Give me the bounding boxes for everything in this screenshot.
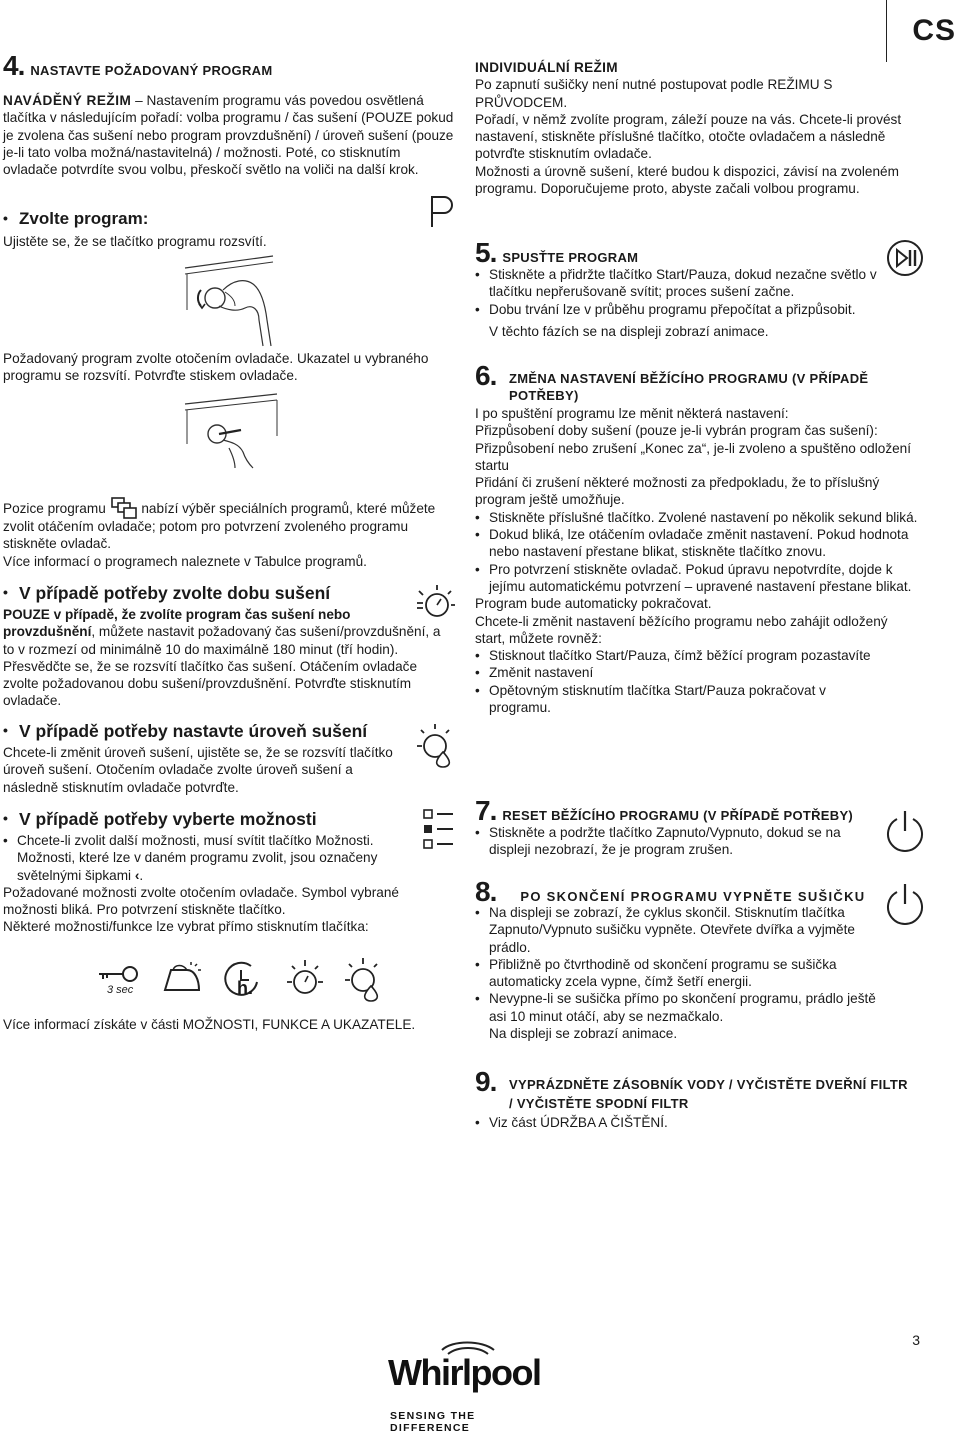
section-7-body — [475, 824, 880, 859]
start-pause-icon — [885, 238, 927, 278]
options-rotate-text: Požadované možnosti zvolte otočením ovladače. Symbol vybrané možnosti bliká. Pro potvrzení stiskněte tlačítko. — [3, 884, 399, 918]
section-9-bullet-1: • Viz část ÚDRŽBA A ČIŠTĚNÍ. — [475, 1114, 895, 1131]
section-6-p5: Program bude automaticky pokračovat. — [475, 596, 712, 612]
section-number: 4. — [3, 50, 25, 81]
dry-level-text: Chcete-li změnit úroveň sušení, ujistěte se, že se rozsvítí tlačítko úroveň sušení. Otočením ovladače zvolte úroveň sušení a následně stisknutím ovladače potvrďte. — [3, 745, 393, 795]
section-6-bullet-2: • Dokud bliká, lze otáčením ovladače změnit nastavení. Pokud hodnota nebo nastavení přestane blikat, stiskněte tlačítko znovu. — [475, 526, 920, 561]
power-off-icon — [885, 882, 925, 928]
options-bullet-text: Chcete-li zvolit další možnosti, musí svítit tlačítko Možnosti. Možnosti, které lze v daném programu zvolit, jsou označeny světelnými šipkami — [17, 833, 378, 883]
section-4-heading — [3, 50, 272, 82]
page-number: 3 — [912, 1332, 920, 1348]
hand-pressing-knob-illustration — [183, 390, 293, 470]
whirlpool-tagline: SENSING THE DIFFERENCE — [390, 1410, 476, 1434]
section-5-body — [475, 266, 880, 340]
options-more-info — [3, 1016, 443, 1033]
options-heading: • V případě potřeby vyberte možnosti — [3, 808, 423, 830]
position-post-text: nabízí výběr speciálních programů, které můžete zvolit otáčením ovladače; potom pro potvrzení zvoleného programu stiskněte ovladač. — [3, 501, 436, 552]
top-divider — [886, 0, 887, 62]
section-6-bullet-3: • Pro potvrzení stiskněte ovladač. Pokud úpravu nepotvrdíte, dojde k jejímu automatickému potvrzení – upravené nastavení přestane blikat. — [475, 561, 920, 596]
section-6-bullet-5: • Změnit nastavení — [475, 664, 920, 681]
ironing-icon — [161, 960, 203, 996]
options-list-icon — [423, 808, 455, 850]
individual-mode-text-1: Po zapnutí sušičky není nutné postupovat podle REŽIMU S PRŮVODCEM. — [475, 77, 833, 110]
section-6-bullet-6: • Opětovným stisknutím tlačítka Start/Pauza pokračovat v programu. — [475, 682, 849, 717]
special-programs-paragraph — [3, 496, 443, 570]
dry-level-option-icon — [343, 956, 385, 1002]
hand-turning-knob-illustration — [183, 250, 293, 350]
dry-time-block — [3, 582, 443, 710]
choose-program-block — [3, 208, 403, 250]
options-reference-text: Více informací získáte v části MOŽNOSTI, FUNKCE A UKAZATELE. — [3, 1017, 416, 1032]
section-number: 5. — [475, 237, 497, 268]
section-5-bullet-2: • Dobu trvání lze v průběhu programu přepočítat a přizpůsobit. — [475, 301, 919, 318]
options-block: • V případě potřeby vyberte možnosti • Chcete-li zvolit další možnosti, musí svítit tlačítko Možnosti. Možnosti, které lze v daném programu zvolit, jsou označeny světelnými šipkami ‹. Požadované možnosti zvolte otočením ovladače. Symbol vybrané možnosti bliká. Pro potvrzení stiskněte tlačítko. Některé možnosti/funkce lze vybrat přímo stisknutím tlačítka: — [3, 808, 423, 936]
section-7-bullet-1: • Stiskněte a podržte tlačítko Zapnuto/Vypnuto, dokud se na displeji nezobrazí, že je program zrušen. — [475, 824, 880, 859]
individual-mode-block — [475, 59, 905, 197]
dry-time-bold: POUZE v případě, že zvolíte program čas sušení nebo provzdušnění — [3, 607, 351, 640]
section-number: 6. — [475, 360, 497, 391]
section-title: RESET BĚŽÍCÍHO PROGRAMU (V PŘÍPADĚ POTŘEBY) — [502, 808, 854, 823]
individual-mode-text-3: Možnosti a úrovně sušení, které budou k dispozici, závisí na zvoleném programu. Doporučujeme proto, abyste začali volbou programu. — [475, 163, 899, 197]
section-7-heading — [475, 795, 853, 827]
section-6-p1: I po spuštění programu lze měnit některá nastavení: — [475, 406, 789, 421]
dry-time-text: , můžete nastavit požadovaný čas sušení/provzdušnění, a to v rozmezí od minimálně 10 do maximálně 180 minut (tří hodin). Přesvědčte se, že se rozsvítí tlačítko čas sušení. Otáčením ovladače zvolte požadovanou dobu sušení/provzdušnění. Potvrďte stisknutím ovladače. — [3, 624, 441, 709]
time-drying-icon — [415, 583, 455, 623]
guided-mode-label: NAVÁDĚNÝ REŽIM — [3, 93, 132, 108]
section-6-p6: Chcete-li změnit nastavení běžícího programu nebo zahájit odložený start, můžete rovněž: — [475, 613, 888, 646]
section-9-heading — [475, 1066, 496, 1098]
chevron-left-icon: ‹ — [134, 867, 140, 883]
dry-time-heading: • V případě potřeby zvolte dobu sušení — [3, 582, 443, 604]
power-icon — [885, 809, 925, 855]
section-6-heading — [475, 360, 496, 392]
section-6-p2: Přizpůsobení doby sušení (pouze je-li vybrán program čas sušení): — [475, 423, 878, 439]
section-6-body — [475, 405, 920, 716]
dry-level-heading: • V případě potřeby nastavte úroveň sušení — [3, 720, 403, 742]
section-5-heading — [475, 237, 638, 269]
individual-mode-text-2: Pořadí, v němž zvolíte program, záleží pouze na vás. Chcete-li provést nastavení, stiskněte příslušné tlačítko, otočte ovladačem a následně potvrďte stisknutím ovladače. — [475, 111, 902, 162]
section-5-note: V těchto fázích se na displeji zobrazí animace. — [489, 323, 769, 339]
section-8-bullet-1: • Na displeji se zobrazí, že cyklus skončil. Stisknutím tlačítka Zapnuto/Vypnuto sušičku vypněte. Otevřete dvířka a vyjměte prádlo. — [475, 904, 859, 956]
section-6-bullet-4: • Stisknout tlačítko Start/Pauza, čímž běžící program pozastavíte — [475, 647, 920, 664]
section-title: SPUSŤTE PROGRAM — [502, 250, 639, 265]
section-6-p4: Přidání či zrušení některé možnosti za předpokladu, že to příslušný program ještě umožňuje. — [475, 475, 880, 508]
guided-mode-text: – Nastavením programu vás povedou osvětlená tlačítka v následujícím pořadí: volba programu / čas sušení (POUZE pokud je zvolena čas sušení nebo program provzdušnění) / úroveň sušení (pouze je-li tato volba možná/nastavitelná) / možnosti. Poté, co stisknutím ovladače potvrdíte svou volbu, přeskočí světlo na voliči na další krok. — [3, 93, 454, 178]
hours-label: h. — [237, 978, 253, 998]
choose-program-heading: • Zvolte program: — [3, 208, 403, 230]
dry-level-icon — [415, 722, 457, 770]
individual-mode-title: INDIVIDUÁLNÍ REŽIM — [475, 60, 618, 75]
section-6-p3: Přizpůsobení nebo zrušení „Konec za“, je-li zvoleno a spuštěno odložení startu — [475, 440, 912, 473]
section-8-bullet-2: • Přibližně po čtvrthodině od skončení programu se sušička automaticky zcela vypne, čímž šetří energii. — [475, 956, 880, 991]
position-pre-text: Pozice programu — [3, 501, 106, 516]
rotate-program-paragraph: Požadovaný program zvolte otočením ovladače. Ukazatel u vybraného programu se rozsvítí. Potvrďte stiskem ovladače. — [3, 351, 429, 384]
guided-mode-paragraph — [3, 92, 455, 178]
dry-level-block — [3, 720, 403, 796]
section-title: PO SKONČENÍ PROGRAMU VYPNĚTE SUŠIČKU — [520, 889, 866, 904]
section-5-bullet-1: • Stiskněte a přidržte tlačítko Start/Pauza, dokud nezačne světlo v tlačítku nepřerušovaně svítit; proces sušení začne. — [475, 266, 880, 301]
language-code: CS — [912, 14, 956, 47]
section-title: NASTAVTE POŽADOVANÝ PROGRAM — [30, 63, 273, 78]
section-8-bullet-3: • Nevypne-li se sušička přímo po skončení programu, prádlo ještě asi 10 minut otáčí, aby se nezmačkalo. — [475, 990, 880, 1025]
special-programs-icon — [110, 496, 138, 518]
program-table-reference: Více informací o programech naleznete v Tabulce programů. — [3, 553, 367, 569]
section-6-bullet-1: • Stiskněte příslušné tlačítko. Zvolené nastavení po několik sekund bliká. — [475, 509, 920, 526]
section-number: 7. — [475, 795, 497, 826]
key-lock-icon — [97, 962, 139, 986]
section-6-title: ZMĚNA NASTAVENÍ BĚŽÍCÍHO PROGRAMU (V PŘÍPADĚ POTŘEBY) — [509, 371, 869, 404]
options-direct-text: Některé možnosti/funkce lze vybrat přímo stisknutím tlačítka: — [3, 919, 369, 935]
rotate-program-text — [3, 350, 433, 385]
ensure-lit-text: Ujistěte se, že se tlačítko programu rozsvítí. — [3, 234, 267, 249]
program-p-icon — [428, 194, 456, 228]
section-number: 9. — [475, 1066, 497, 1097]
section-8-body — [475, 904, 880, 1042]
section-8-note: Na displeji se zobrazí animace. — [489, 1026, 678, 1042]
whirlpool-logo — [382, 1338, 552, 1434]
section-9-title: VYPRÁZDNĚTE ZÁSOBNÍK VODY / VYČISTĚTE DVEŘNÍ FILTR / VYČISTĚTE SPODNÍ FILTR — [509, 1077, 908, 1111]
dry-time-option-icon — [285, 956, 325, 1000]
whirlpool-wordmark: Whirlpool — [388, 1352, 541, 1393]
section-9-body — [475, 1114, 895, 1131]
direct-option-icons-row — [97, 956, 397, 1006]
section-number: 8. — [475, 876, 497, 907]
three-seconds-label: 3 sec — [107, 984, 134, 996]
